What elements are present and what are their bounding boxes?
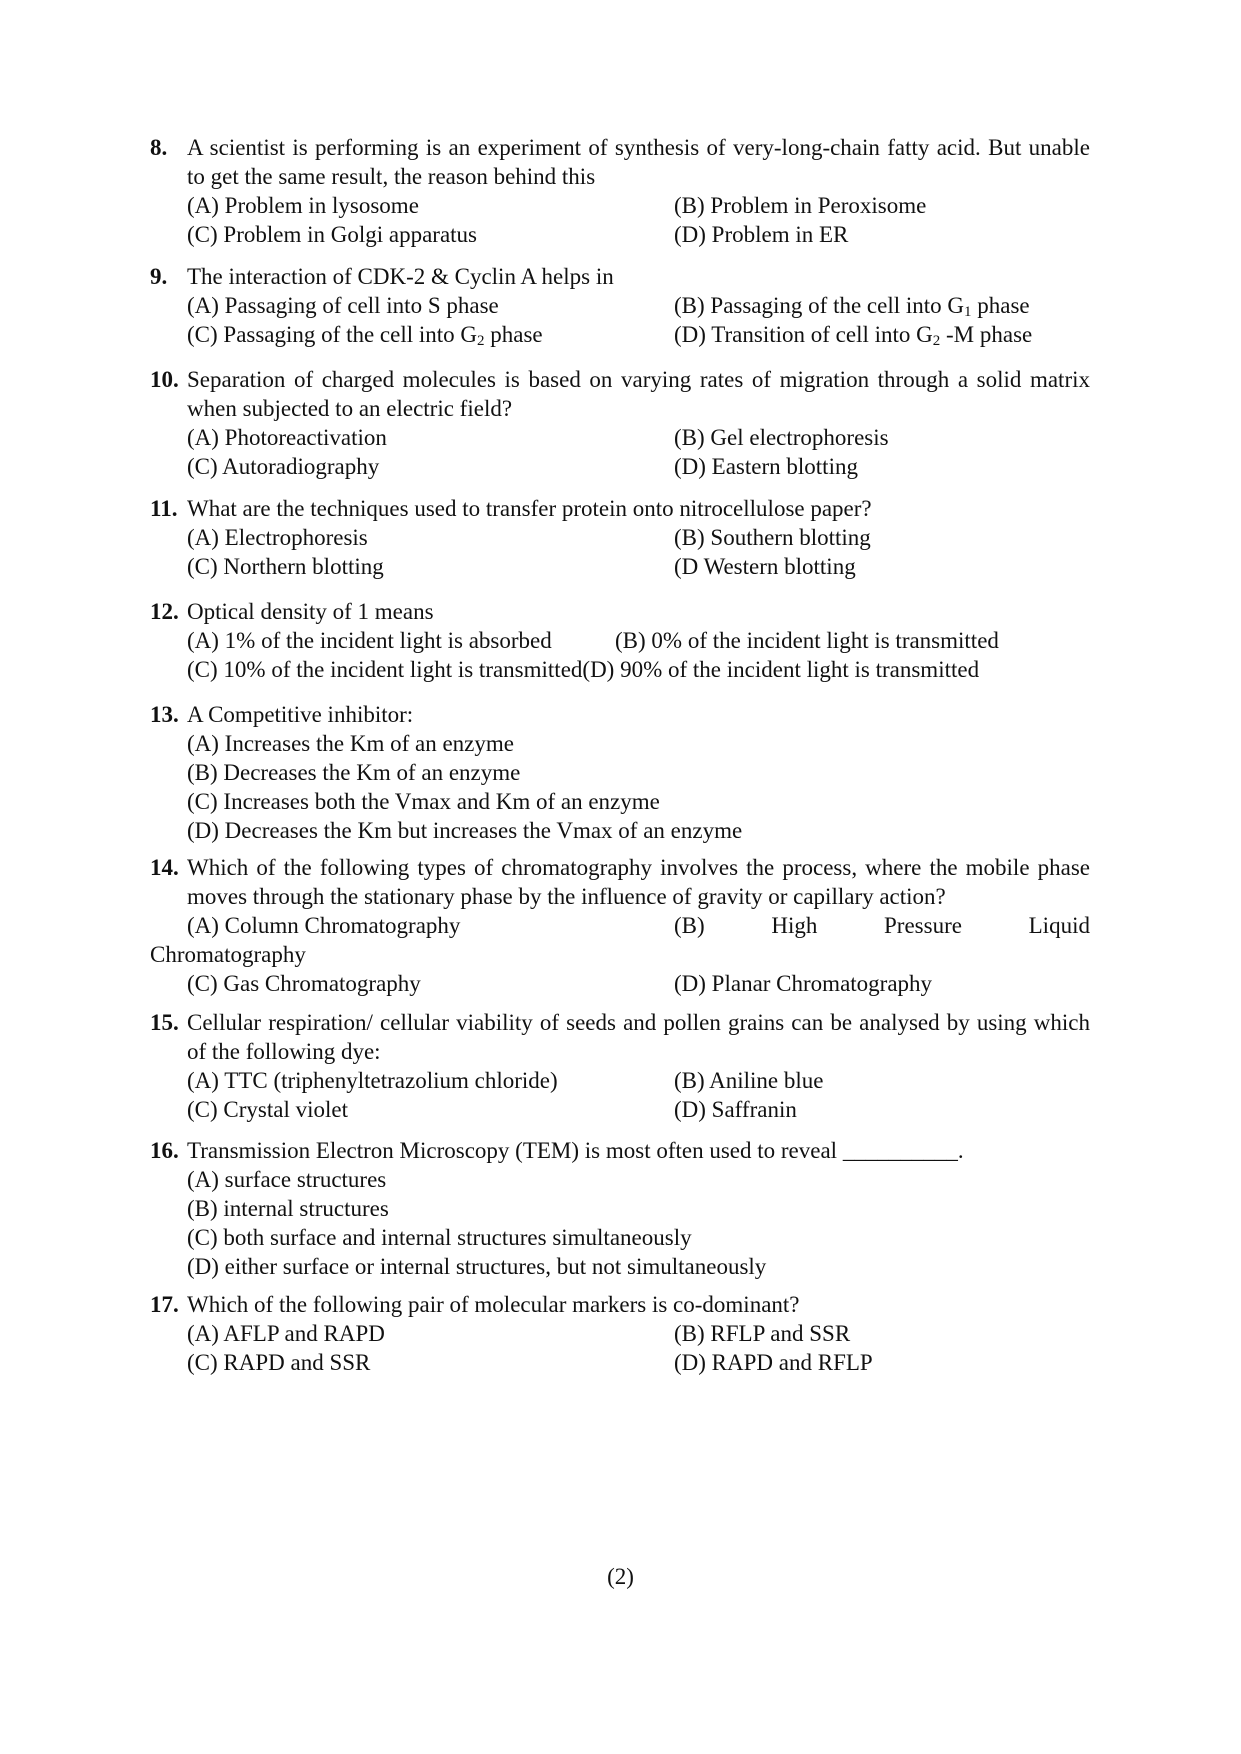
question-text: Which of the following pair of molecular markers is co-dominant? [187, 1292, 800, 1317]
page-number: (2) [607, 1564, 634, 1589]
question-number: 13. [150, 702, 179, 727]
option-a: (A) Electrophoresis [187, 525, 368, 550]
option-c: (C) Increases both the Vmax and Km of an enzyme [187, 789, 660, 814]
question-16 [150, 1136, 1090, 1281]
question-15-stem [150, 1008, 1090, 1066]
option-d: (D) Saffranin [674, 1097, 797, 1122]
question-number: 16. [150, 1138, 179, 1163]
options [187, 729, 1090, 845]
option-b: (B) Southern blotting [674, 525, 871, 550]
options [187, 626, 1090, 684]
options [187, 191, 1090, 249]
option-b: (B) 0% of the incident light is transmitted [615, 628, 999, 653]
options [187, 1066, 1090, 1124]
option-d: (D) RAPD and RFLP [674, 1350, 873, 1375]
question-text: Optical density of 1 means [187, 599, 434, 624]
question-number: 11. [150, 496, 178, 521]
question-9 [150, 262, 1090, 349]
question-number: 9. [150, 264, 168, 289]
option-a: (A) Column Chromatography [187, 913, 461, 938]
question-12 [150, 597, 1090, 684]
question-14-stem [150, 853, 1090, 911]
question-number: 15. [150, 1010, 179, 1035]
options [187, 523, 1090, 581]
option-a: (A) Passaging of cell into S phase [187, 293, 499, 318]
question-8 [150, 133, 1090, 249]
options [187, 423, 1090, 481]
question-13-stem [150, 700, 1090, 729]
option-a: (A) Increases the Km of an enzyme [187, 731, 514, 756]
option-b: (B) Aniline blue [674, 1068, 824, 1093]
question-text: Transmission Electron Microscopy (TEM) is most often used to reveal [187, 1138, 838, 1163]
option-d: (D) Problem in ER [674, 222, 849, 247]
answer-blank: __________. [842, 1138, 964, 1163]
options [187, 291, 1090, 349]
question-number: 17. [150, 1292, 179, 1317]
question-text: The interaction of CDK-2 & Cyclin A helps in [187, 264, 614, 289]
question-10 [150, 365, 1090, 481]
question-17-stem [150, 1290, 1090, 1319]
question-9-stem [150, 262, 1090, 291]
option-d: (D Western blotting [674, 554, 856, 579]
option-c: (C) Northern blotting [187, 554, 384, 579]
option-d: (D) Eastern blotting [674, 454, 858, 479]
option-d: (D) either surface or internal structures, but not simultaneously [187, 1254, 767, 1279]
options [187, 1165, 1090, 1281]
option-c: (C) Gas Chromatography [187, 971, 421, 996]
question-17 [150, 1290, 1090, 1377]
question-13 [150, 700, 1090, 845]
option-c: (C) Problem in Golgi apparatus [187, 222, 478, 247]
question-number: 10. [150, 367, 179, 392]
option-a: (A) 1% of the incident light is absorbed [187, 628, 552, 653]
option-c: (C) both surface and internal structures simultaneously [187, 1225, 692, 1250]
option-b: (B) Gel electrophoresis [674, 425, 889, 450]
option-a: (A) TTC (triphenyltetrazolium chloride) [187, 1068, 558, 1093]
option-c: (C) 10% of the incident light is transmitted [187, 657, 583, 682]
question-text: What are the techniques used to transfer protein onto nitrocellulose paper? [187, 496, 872, 521]
question-12-stem [150, 597, 1090, 626]
option-c: (C) Autoradiography [187, 454, 380, 479]
option-b: (B) Passaging of the cell into $G_1$ phase [674, 293, 1030, 320]
options [187, 911, 1090, 940]
option-a: (A) Problem in lysosome [187, 193, 419, 218]
option-b: (B) Decreases the Km of an enzyme [187, 760, 521, 785]
question-14 [150, 853, 1090, 998]
options [187, 1319, 1090, 1377]
question-10-stem [150, 365, 1090, 423]
question-number: 14. [150, 855, 179, 880]
option-a: (A) surface structures [187, 1167, 387, 1192]
option-b-continued: Chromatography [150, 942, 306, 967]
question-11 [150, 494, 1090, 581]
option-a: (A) Photoreactivation [187, 425, 387, 450]
question-text: Cellular respiration/ cellular viability of seeds and pollen grains can be analysed by using which of the following dye: [187, 1010, 1090, 1064]
question-15 [150, 1008, 1090, 1124]
option-d: (D) Decreases the Km but increases the Vmax of an enzyme [187, 818, 743, 843]
option-c: (C) RAPD and SSR [187, 1350, 371, 1375]
question-number: 8. [150, 135, 168, 160]
question-text: Which of the following types of chromatography involves the process, where the mobile phase moves through the stationary phase by the influence of gravity or capillary action? [187, 855, 1090, 909]
option-b: (B) Problem in Peroxisome [674, 193, 927, 218]
question-text: A Competitive inhibitor: [187, 702, 414, 727]
option-d: (D) Planar Chromatography [674, 971, 933, 996]
question-8-stem [150, 133, 1090, 191]
question-16-stem [150, 1136, 1090, 1165]
option-c: (C) Passaging of the cell into $G_2$ phase [187, 322, 543, 349]
option-b: (B) internal structures [187, 1196, 389, 1221]
option-c: (C) Crystal violet [187, 1097, 348, 1122]
question-text: A scientist is performing is an experiment of synthesis of very-long-chain fatty acid. But unable to get the same result, the reason behind this [187, 135, 1090, 189]
option-b: (B) High Pressure Liquid [674, 913, 1090, 938]
options-continued [187, 969, 1090, 998]
option-d: (D) Transition of cell into $G_2$ -M phase [674, 322, 1033, 349]
option-b: (B) RFLP and SSR [674, 1321, 851, 1346]
question-number: 12. [150, 599, 179, 624]
option-d: (D) 90% of the incident light is transmitted [582, 657, 980, 682]
option-a: (A) AFLP and RAPD [187, 1321, 385, 1346]
question-text: Separation of charged molecules is based on varying rates of migration through a solid matrix when subjected to an electric field? [187, 367, 1090, 421]
question-11-stem [150, 494, 1090, 523]
